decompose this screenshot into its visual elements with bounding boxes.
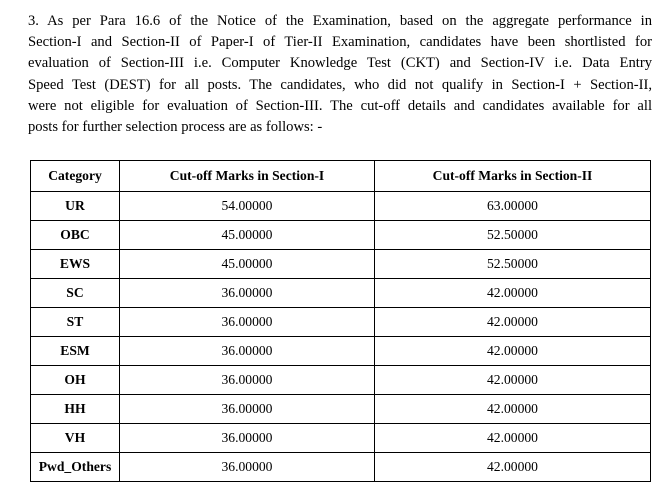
table-row bbox=[31, 221, 651, 250]
category-cell: Pwd_Others bbox=[31, 453, 120, 482]
category-cell: HH bbox=[31, 395, 120, 424]
header-section-1: Cut-off Marks in Section-I bbox=[120, 161, 375, 192]
section-2-cell: 42.00000 bbox=[375, 337, 651, 366]
table-row bbox=[31, 308, 651, 337]
section-1-cell: 45.00000 bbox=[120, 250, 375, 279]
section-1-cell: 36.00000 bbox=[120, 279, 375, 308]
section-1-cell: 36.00000 bbox=[120, 308, 375, 337]
paragraph-line: Speed Test (DEST) for all posts. The candidates, who did not qualify in Section-I + Section-II, bbox=[28, 76, 652, 93]
table-row bbox=[31, 192, 651, 221]
paragraph-line: were not eligible for evaluation of Section-III. The cut-off details and candidates available for all bbox=[28, 97, 652, 114]
category-cell: OBC bbox=[31, 221, 120, 250]
category-cell: SC bbox=[31, 279, 120, 308]
table-row bbox=[31, 250, 651, 279]
section-2-cell: 52.50000 bbox=[375, 250, 651, 279]
table-row bbox=[31, 279, 651, 308]
section-2-cell: 42.00000 bbox=[375, 279, 651, 308]
section-1-cell: 54.00000 bbox=[120, 192, 375, 221]
table-header-row bbox=[31, 161, 651, 192]
section-2-cell: 42.00000 bbox=[375, 395, 651, 424]
section-2-cell: 42.00000 bbox=[375, 366, 651, 395]
section-1-cell: 36.00000 bbox=[120, 453, 375, 482]
notice-paragraph bbox=[28, 11, 652, 138]
paragraph-line: 3. As per Para 16.6 of the Notice of the Examination, based on the aggregate performance in bbox=[28, 13, 652, 29]
category-cell: VH bbox=[31, 424, 120, 453]
table-row bbox=[31, 453, 651, 482]
table-row bbox=[31, 337, 651, 366]
section-2-cell: 63.00000 bbox=[375, 192, 651, 221]
category-cell: ESM bbox=[31, 337, 120, 366]
header-category: Category bbox=[31, 161, 120, 192]
section-2-cell: 42.00000 bbox=[375, 453, 651, 482]
category-cell: OH bbox=[31, 366, 120, 395]
category-cell: ST bbox=[31, 308, 120, 337]
section-2-cell: 42.00000 bbox=[375, 308, 651, 337]
cutoff-table bbox=[30, 160, 651, 482]
table-row bbox=[31, 424, 651, 453]
section-1-cell: 36.00000 bbox=[120, 366, 375, 395]
section-1-cell: 45.00000 bbox=[120, 221, 375, 250]
table-row bbox=[31, 366, 651, 395]
paragraph-line: posts for further selection process are as follows: - bbox=[28, 119, 323, 136]
section-2-cell: 42.00000 bbox=[375, 424, 651, 453]
paragraph-line: evaluation of Section-III i.e. Computer Knowledge Test (CKT) and Section-IV i.e. Data Entry bbox=[28, 55, 652, 72]
table-row bbox=[31, 395, 651, 424]
section-1-cell: 36.00000 bbox=[120, 337, 375, 366]
section-1-cell: 36.00000 bbox=[120, 424, 375, 453]
section-1-cell: 36.00000 bbox=[120, 395, 375, 424]
category-cell: UR bbox=[31, 192, 120, 221]
paragraph-line: Section-I and Section-II of Paper-I of Tier-II Examination, candidates have been shortlisted for bbox=[28, 34, 652, 51]
section-2-cell: 52.50000 bbox=[375, 221, 651, 250]
header-section-2: Cut-off Marks in Section-II bbox=[375, 161, 651, 192]
category-cell: EWS bbox=[31, 250, 120, 279]
